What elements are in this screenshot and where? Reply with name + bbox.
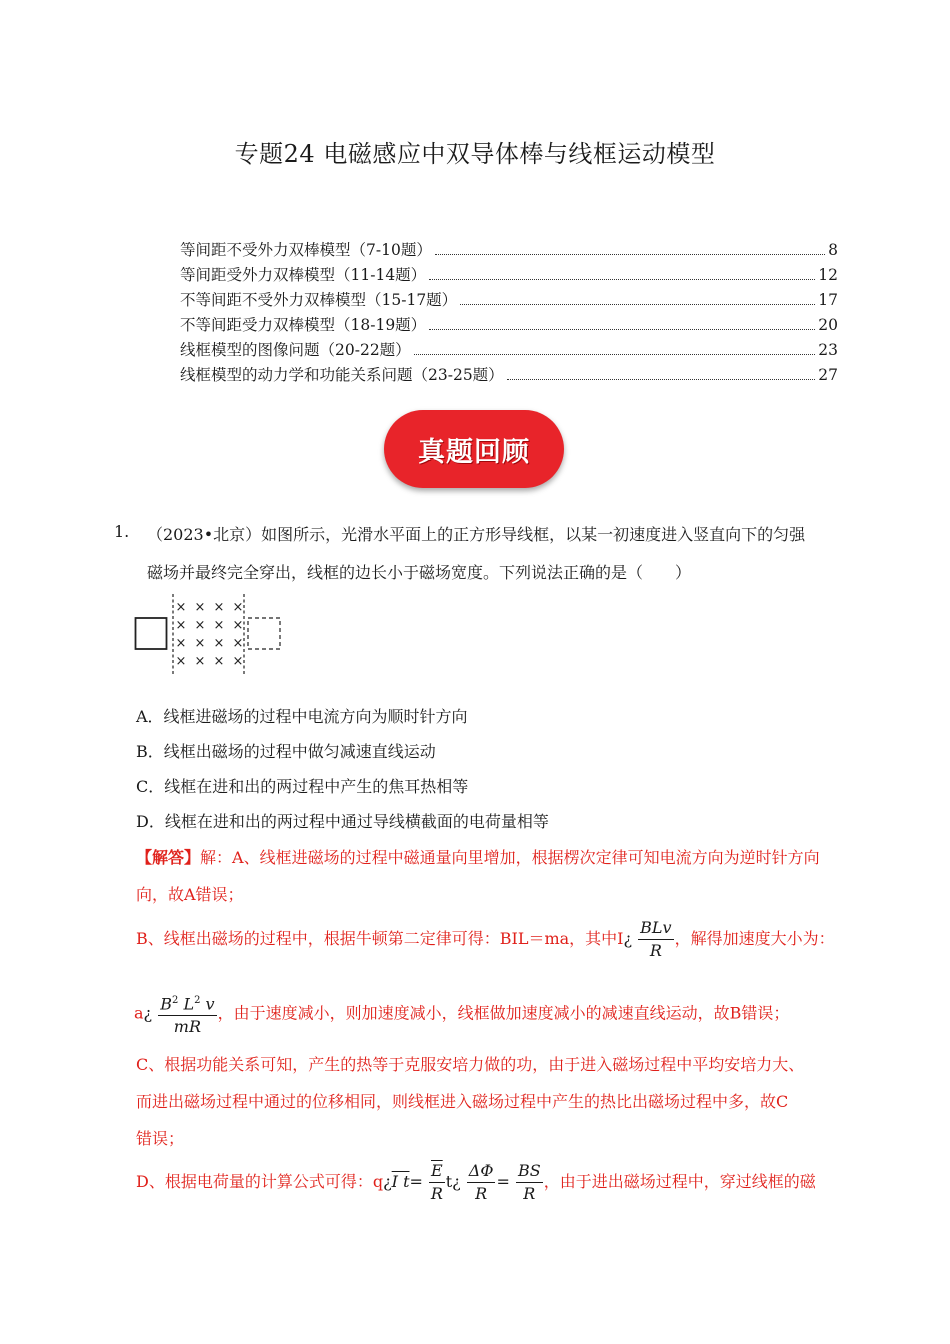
- field-mark: ×: [213, 636, 225, 651]
- fraction-blv-over-r: [638, 917, 673, 962]
- toc-entry[interactable]: [180, 363, 838, 388]
- fraction-denominator: R: [475, 1184, 488, 1203]
- field-marks-group: [176, 600, 244, 669]
- toc-entry-label: 等间距不受外力双棒模型（7-10题）: [180, 241, 432, 259]
- field-mark: ×: [232, 600, 244, 615]
- fraction-numerator: BLv: [638, 917, 673, 940]
- fraction-bs-over-r: [516, 1160, 543, 1205]
- question-stem-line-1: （2023•北京）如图所示，光滑水平面上的正方形导线框，以某一初速度进入竖直向下的匀强: [147, 525, 806, 544]
- field-mark: ×: [194, 618, 206, 633]
- toc-entry-page: 8: [828, 241, 838, 259]
- section-banner: [384, 410, 564, 488]
- symbol-l: L: [183, 994, 195, 1014]
- answer-b-tail: ，解得加速度大小为：: [674, 929, 835, 948]
- option-c[interactable]: C．线框在进和出的两过程中产生的焦耳热相等: [136, 777, 469, 796]
- section-banner-label: 真题回顾: [418, 436, 530, 468]
- toc-leader-dots: [429, 279, 815, 280]
- field-mark: ×: [232, 618, 244, 633]
- toc-entry-page: 17: [818, 291, 838, 309]
- fraction-numerator: ΔΦ: [467, 1160, 496, 1183]
- fraction-denominator: R: [649, 941, 662, 960]
- symbol-v: v: [205, 994, 215, 1014]
- toc-entry-page: 23: [818, 341, 838, 359]
- fraction-denominator: R: [523, 1184, 536, 1203]
- answer-d-text: D、根据电荷量的计算公式可得：q: [136, 1172, 384, 1191]
- fraction-e-over-r: [429, 1160, 445, 1205]
- toc-entry-page: 27: [818, 366, 838, 384]
- toc-leader-dots: [507, 379, 816, 380]
- toc-entry[interactable]: [180, 313, 838, 338]
- fraction-numerator: BS: [516, 1160, 543, 1183]
- answer-b-symbol: ¿: [623, 929, 633, 948]
- answer-a-text: 解：A、线框进磁场的过程中磁通量向里增加，根据楞次定律可知电流方向为逆时针方向: [200, 848, 820, 867]
- table-of-contents: [180, 238, 838, 388]
- answer-line-b2: [134, 990, 789, 1038]
- page-title: 专题24 电磁感应中双导体棒与线框运动模型: [234, 140, 716, 168]
- field-mark: ×: [175, 618, 187, 633]
- answer-c-line-2: 而进出磁场过程中通过的位移相同，则线框进入磁场过程中产生的热比出磁场过程中多，故C: [136, 1092, 789, 1111]
- exponent: 2: [171, 995, 179, 1006]
- answer-c-line-1: C、根据功能关系可知，产生的热等于克服安培力做的功，由于进入磁场过程中平均安培力大、: [136, 1055, 805, 1074]
- field-mark: ×: [194, 636, 206, 651]
- toc-entry-label: 线框模型的动力学和功能关系问题（23-25题）: [180, 366, 504, 384]
- answer-line-a1: [136, 845, 820, 868]
- toc-leader-dots: [435, 254, 825, 255]
- fraction-denominator: R: [430, 1184, 443, 1203]
- answer-d-symbol: ¿: [383, 1172, 392, 1191]
- toc-entry-label: 不等间距不受外力双棒模型（15-17题）: [180, 291, 458, 309]
- answer-line-b1: [136, 917, 835, 962]
- wire-frame-exit-outline: [248, 618, 280, 649]
- toc-entry-label: 线框模型的图像问题（20-22题）: [180, 341, 411, 359]
- answer-tag: 【解答】: [136, 848, 201, 867]
- answer-b2-symbol: ¿: [143, 1003, 153, 1023]
- symbol-t: t: [445, 1172, 453, 1191]
- answer-line-d: [136, 1160, 816, 1205]
- answer-c-line-3: 错误；: [136, 1129, 185, 1148]
- toc-leader-dots: [460, 304, 815, 305]
- field-mark: ×: [194, 600, 206, 615]
- option-b[interactable]: B．线框出磁场的过程中做匀减速直线运动: [136, 742, 436, 761]
- field-mark: ×: [213, 618, 225, 633]
- option-d[interactable]: D．线框在进和出的两过程中通过导线横截面的电荷量相等: [136, 812, 549, 831]
- field-mark: ×: [213, 654, 225, 669]
- toc-entry[interactable]: [180, 238, 838, 263]
- question-stem-line-2: 磁场并最终完全穿出，线框的边长小于磁场宽度。下列说法正确的是（ ）: [147, 563, 692, 582]
- wire-frame-square: [136, 618, 167, 649]
- option-a[interactable]: A．线框进磁场的过程中电流方向为顺时针方向: [136, 707, 468, 726]
- fraction-acceleration: [158, 990, 216, 1038]
- field-mark: ×: [232, 654, 244, 669]
- average-current-expr: I t: [391, 1172, 410, 1191]
- field-mark: ×: [175, 636, 187, 651]
- fraction-numerator: $\overline{E}$: [429, 1160, 445, 1183]
- field-mark: ×: [175, 600, 187, 615]
- exponent: 2: [194, 995, 201, 1006]
- fraction-numerator: [158, 990, 216, 1016]
- toc-entry-label: 等间距受外力双棒模型（11-14题）: [180, 266, 427, 284]
- toc-entry-page: 12: [818, 266, 838, 284]
- toc-entry[interactable]: [180, 288, 838, 313]
- toc-entry[interactable]: [180, 263, 838, 288]
- toc-leader-dots: [414, 354, 816, 355]
- field-mark: ×: [232, 636, 244, 651]
- field-mark: ×: [175, 654, 187, 669]
- question-number: 1.: [114, 522, 130, 541]
- answer-b-text: B、线框出磁场的过程中，根据牛顿第二定律可得：BIL＝ma，其中I: [136, 929, 624, 948]
- answer-d-symbol: ¿: [452, 1172, 461, 1191]
- toc-leader-dots: [429, 329, 815, 330]
- answer-b2-tail: ，由于速度减小，则加速度减小，线框做加速度减小的减速直线运动，故B错误；: [217, 1003, 790, 1023]
- answer-b2-prefix: a: [134, 1003, 144, 1023]
- symbol-b: B: [160, 994, 172, 1014]
- answer-a-continued: 向，故A错误；: [136, 885, 244, 904]
- fraction-dphi-over-r: [467, 1160, 496, 1205]
- field-mark: ×: [213, 600, 225, 615]
- toc-entry-label: 不等间距受力双棒模型（18-19题）: [180, 316, 427, 334]
- magnetic-field-figure: [134, 592, 294, 676]
- field-mark: ×: [194, 654, 206, 669]
- toc-entry[interactable]: [180, 338, 838, 363]
- fraction-denominator: mR: [173, 1017, 202, 1037]
- equals-sign: =: [496, 1172, 510, 1191]
- toc-entry-page: 20: [818, 316, 838, 334]
- answer-d-tail: ，由于进出磁场过程中，穿过线框的磁: [543, 1172, 816, 1191]
- equals-sign: =: [409, 1172, 423, 1191]
